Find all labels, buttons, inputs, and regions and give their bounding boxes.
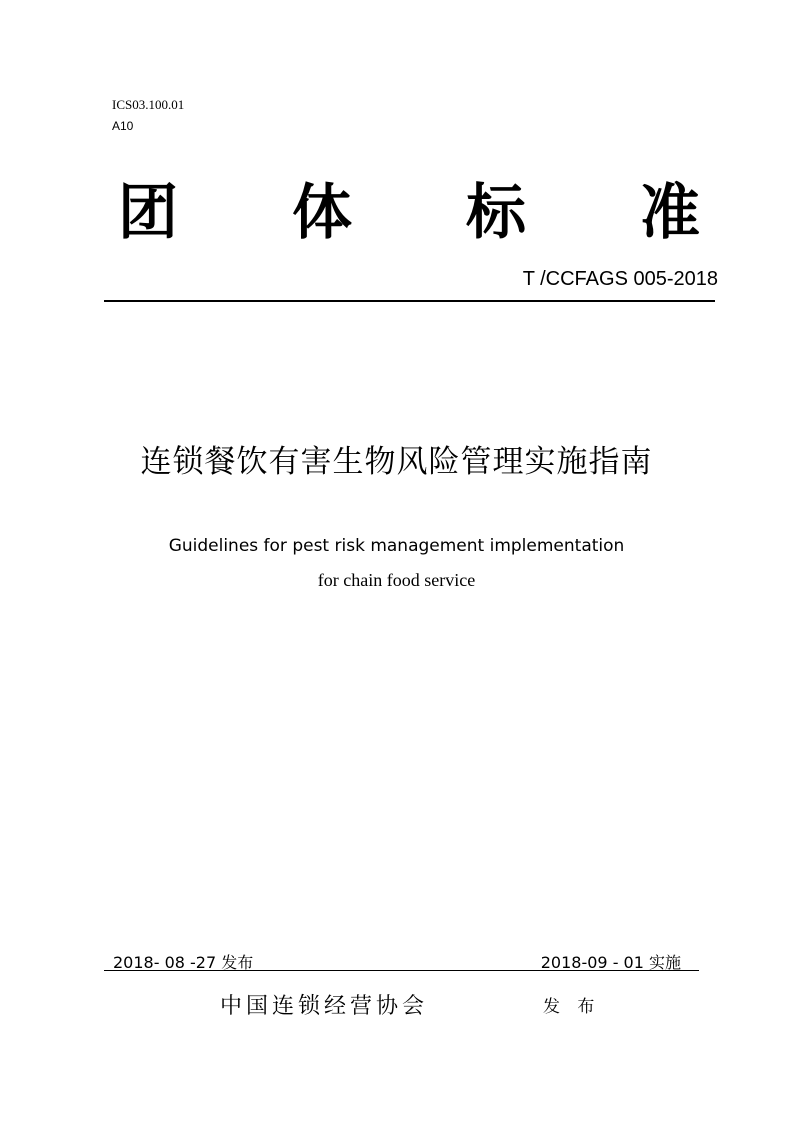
publish-label: 发 布 [543, 997, 601, 1017]
bottom-divider [104, 970, 699, 971]
chinese-title: 连锁餐饮有害生物风险管理实施指南 [140, 444, 653, 480]
ccs-code: A10 [112, 119, 134, 133]
implementation-date: 2018-09 - 01 实施 [540, 953, 681, 972]
english-title-line-2: for chain food service [317, 570, 476, 590]
standard-type-char: 体 [292, 178, 352, 248]
standard-type-char: 团 [118, 178, 178, 248]
ics-code: ICS03.100.01 [112, 97, 185, 112]
top-divider [104, 300, 715, 302]
publisher-name: 中国连锁经营协会 [220, 994, 429, 1019]
english-title-line-1: Guidelines for pest risk management implementation [168, 536, 625, 556]
standard-number: T /CCFAGS 005-2018 [522, 268, 718, 290]
standard-type-char: 准 [640, 178, 700, 248]
standard-type-char: 标 [466, 178, 526, 248]
issue-date: 2018- 08 -27 发布 [113, 953, 254, 972]
standard-type-heading [118, 178, 700, 248]
